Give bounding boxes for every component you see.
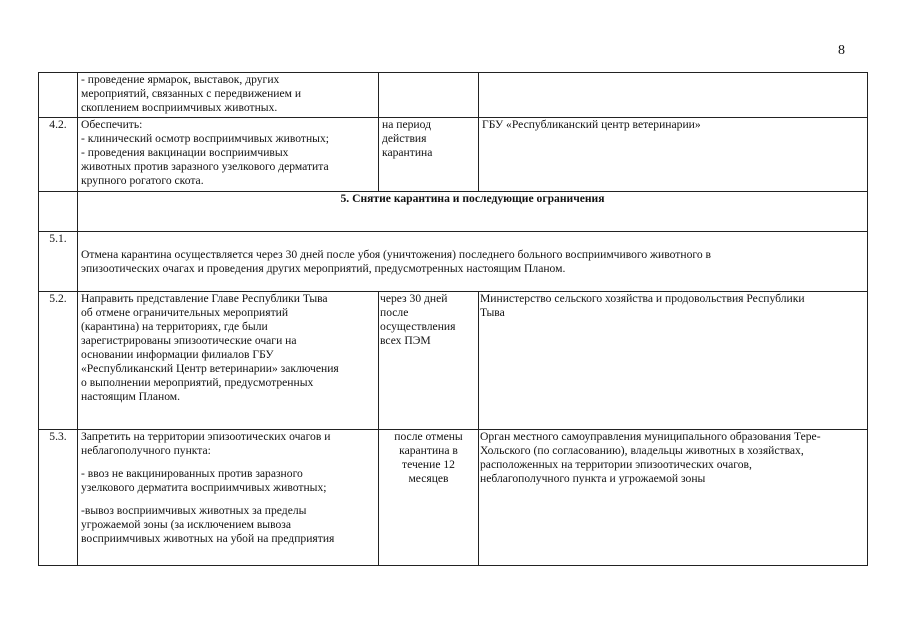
responsible-line: Тыва bbox=[480, 306, 505, 319]
measure-cell bbox=[78, 292, 379, 430]
responsible-cell: ГБУ «Республиканский центр ветеринарии» bbox=[479, 118, 868, 192]
measure-line: -вывоз восприимчивых животных за пределы bbox=[81, 504, 307, 517]
row-number bbox=[39, 73, 78, 118]
term-cell bbox=[379, 73, 479, 118]
measure-line: (карантина) на территориях, где были bbox=[81, 320, 268, 333]
measure-line: основании информации филиалов ГБУ bbox=[81, 348, 274, 361]
responsible-cell bbox=[479, 73, 868, 118]
measure-line: скоплением восприимчивых животных. bbox=[81, 101, 278, 114]
term-line: после bbox=[380, 306, 409, 319]
measure-line: об отмене ограничительных мероприятий bbox=[81, 306, 289, 319]
responsible-line: расположенных на территории эпизоотических очагов, bbox=[480, 458, 752, 471]
responsible-line: неблагополучного пункта и угрожаемой зоны bbox=[480, 472, 706, 485]
responsible-line: Орган местного самоуправления муниципального образования Тере- bbox=[480, 430, 821, 443]
measure-line: узелкового дерматита восприимчивых животных; bbox=[81, 481, 327, 494]
measure-line: восприимчивых животных на убой на предприятия bbox=[81, 532, 335, 545]
table-row bbox=[39, 73, 868, 118]
measure-line: Обеспечить: bbox=[81, 118, 143, 131]
measure-line: Отмена карантина осуществляется через 30 дней после убоя (уничтожения) последнего больного восприимчивого животного в bbox=[81, 247, 712, 261]
measure-line: - проведение ярмарок, выставок, других bbox=[81, 73, 280, 86]
table-row bbox=[39, 292, 868, 430]
measure-cell bbox=[78, 118, 379, 192]
measure-line: животных против заразного узелкового дерматита bbox=[81, 160, 329, 173]
row-number: 5.2. bbox=[39, 292, 78, 430]
measure-line: - клинический осмотр восприимчивых животных; bbox=[81, 132, 329, 145]
plan-table bbox=[38, 72, 868, 566]
term-line: после отмены bbox=[394, 430, 463, 443]
measure-line: мероприятий, связанных с передвижением и bbox=[81, 87, 302, 100]
term-line: течение 12 bbox=[402, 458, 455, 471]
responsible-line: Хольского (по согласованию), владельцы животных в хозяйствах, bbox=[480, 444, 804, 457]
measure-line: - проведения вакцинации восприимчивых bbox=[81, 146, 289, 159]
term-line: карантина в bbox=[399, 444, 458, 457]
measure-line: крупного рогатого скота. bbox=[81, 174, 204, 187]
term-line: осуществления bbox=[380, 320, 456, 333]
measure-line: настоящим Планом. bbox=[81, 390, 181, 403]
row-number: 5.3. bbox=[39, 430, 78, 566]
table-row bbox=[39, 232, 868, 292]
row-number: 5.1. bbox=[39, 232, 78, 292]
term-line: на период bbox=[382, 118, 431, 131]
measure-line: Запретить на территории эпизоотических очагов и bbox=[81, 430, 331, 443]
term-line: месяцев bbox=[408, 472, 449, 485]
term-line: всех ПЭМ bbox=[380, 334, 431, 347]
measure-line: неблагополучного пункта: bbox=[81, 444, 211, 457]
measure-line: Направить представление Главе Республики Тыва bbox=[81, 292, 328, 305]
page-number: 8 bbox=[838, 43, 845, 58]
measure-line: о выполнении мероприятий, предусмотренных bbox=[81, 376, 314, 389]
responsible-cell bbox=[479, 430, 868, 566]
table-row bbox=[39, 118, 868, 192]
responsible-cell bbox=[479, 292, 868, 430]
row-number: 4.2. bbox=[39, 118, 78, 192]
measure-cell bbox=[78, 73, 379, 118]
measure-line: зарегистрированы эпизоотические очаги на bbox=[81, 334, 297, 347]
measure-line: - ввоз не вакцинированных против заразного bbox=[81, 467, 303, 480]
term-cell bbox=[379, 118, 479, 192]
term-cell bbox=[379, 430, 479, 566]
measure-cell bbox=[78, 430, 379, 566]
measure-cell bbox=[78, 232, 868, 292]
section-heading-row bbox=[39, 192, 868, 232]
measure-line: эпизоотических очагах и проведения других мероприятий, предусмотренных настоящим Планом. bbox=[81, 261, 566, 275]
responsible-line: Министерство сельского хозяйства и продовольствия Республики bbox=[480, 292, 805, 305]
section-title: 5. Снятие карантина и последующие ограничения bbox=[78, 192, 868, 232]
term-line: действия bbox=[382, 132, 427, 145]
measure-line: угрожаемой зоны (за исключением вывоза bbox=[81, 518, 292, 531]
term-line: карантина bbox=[382, 146, 433, 159]
table-row bbox=[39, 430, 868, 566]
term-cell bbox=[379, 292, 479, 430]
term-line: через 30 дней bbox=[380, 292, 448, 305]
measure-line: «Республиканский Центр ветеринарии» заключения bbox=[81, 362, 339, 375]
